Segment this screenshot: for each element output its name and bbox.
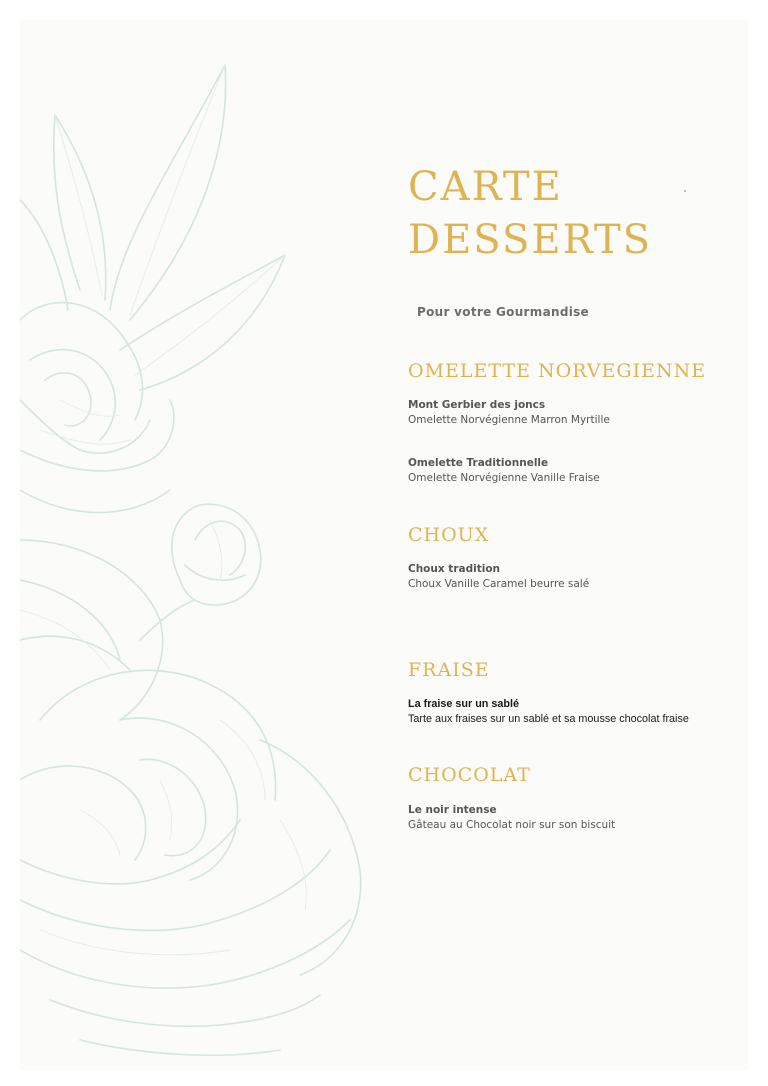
- menu-item: [408, 456, 600, 486]
- section-title-fraise: FRAISE: [408, 659, 490, 681]
- menu-title-line2: DESSERTS: [408, 217, 653, 263]
- item-name: Mont Gerbier des joncs: [408, 399, 546, 411]
- section-title-chocolat: CHOCOLAT: [408, 764, 531, 786]
- item-name: Choux tradition: [408, 563, 501, 575]
- menu-subtitle: Pour votre Gourmandise: [417, 305, 589, 319]
- item-description: Omelette Norvégienne Vanille Fraise: [408, 472, 600, 484]
- item-description: Choux Vanille Caramel beurre salé: [408, 578, 590, 590]
- item-name: Omelette Traditionnelle: [408, 457, 549, 469]
- item-description: Tarte aux fraises sur un sablé et sa mousse chocolat fraise: [408, 713, 689, 725]
- item-name: La fraise sur un sablé: [408, 698, 520, 710]
- menu-page: [20, 20, 748, 1070]
- menu-item: [408, 803, 615, 833]
- section-title-omelette: OMELETTE NORVEGIENNE: [408, 360, 707, 382]
- menu-title-line1: CARTE: [408, 164, 563, 210]
- menu-item: [408, 398, 610, 428]
- menu-item: [408, 697, 689, 727]
- item-description: Omelette Norvégienne Marron Myrtille: [408, 414, 610, 426]
- peony-illustration: [20, 20, 380, 1070]
- section-title-choux: CHOUX: [408, 524, 490, 546]
- item-name: Le noir intense: [408, 804, 497, 816]
- paper-speck: [684, 190, 686, 192]
- item-description: Gâteau au Chocolat noir sur son biscuit: [408, 819, 616, 831]
- menu-item: [408, 562, 589, 592]
